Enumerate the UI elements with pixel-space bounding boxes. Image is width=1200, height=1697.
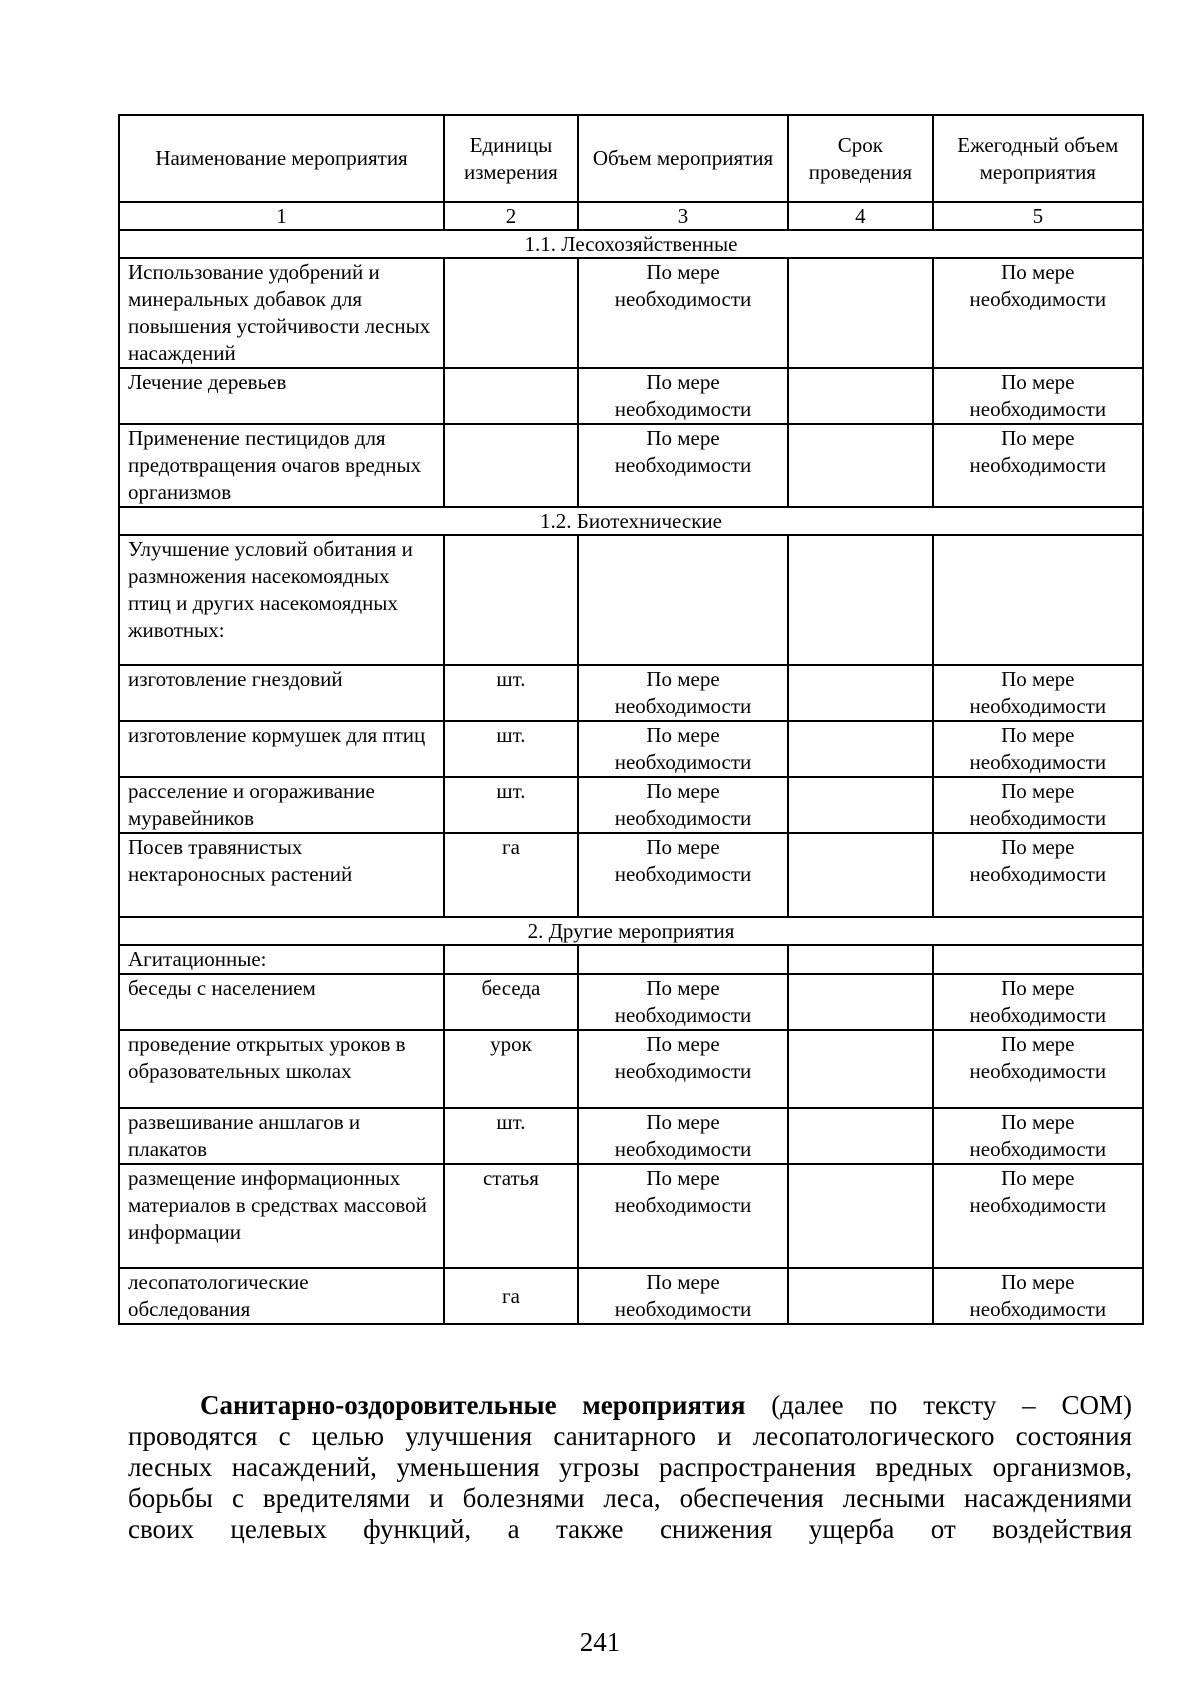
volume-cell: По мере необходимости bbox=[578, 424, 788, 507]
period-cell bbox=[788, 1164, 932, 1268]
table-row bbox=[119, 368, 1143, 424]
section-title-row bbox=[119, 230, 1143, 258]
annual-cell: По мере необходимости bbox=[933, 424, 1143, 507]
table-row bbox=[119, 974, 1143, 1030]
annual-cell: По мере необходимости bbox=[933, 1164, 1143, 1268]
header-period: Срок проведения bbox=[788, 115, 932, 202]
table-row bbox=[119, 665, 1143, 721]
table-row bbox=[119, 535, 1143, 665]
unit-cell: урок bbox=[444, 1030, 578, 1108]
unit-cell: шт. bbox=[444, 721, 578, 777]
volume-cell: По мере необходимости bbox=[578, 368, 788, 424]
annual-cell: По мере необходимости bbox=[933, 665, 1143, 721]
paragraph-line: проводятся с целью улучшения санитарного и лесопатологического состояния bbox=[128, 1421, 1132, 1451]
section-title: 2. Другие мероприятия bbox=[119, 917, 1143, 945]
paragraph-line: лесных насаждений, уменьшения угрозы распространения вредных организмов, bbox=[128, 1452, 1132, 1482]
period-cell bbox=[788, 833, 932, 917]
activity-name: Лечение деревьев bbox=[119, 368, 444, 424]
body-paragraph bbox=[128, 1390, 1132, 1545]
activity-name: Агитационные: bbox=[119, 945, 444, 974]
section-title: 1.1. Лесохозяйственные bbox=[119, 230, 1143, 258]
column-number: 3 bbox=[578, 202, 788, 230]
table-row bbox=[119, 1268, 1143, 1324]
unit-cell: шт. bbox=[444, 665, 578, 721]
annual-cell: По мере необходимости bbox=[933, 1030, 1143, 1108]
unit-cell bbox=[444, 368, 578, 424]
volume-cell: По мере необходимости bbox=[578, 974, 788, 1030]
activity-name: Использование удобрений и минеральных добавок для повышения устойчивости лесных насаждений bbox=[119, 258, 444, 368]
paragraph-line: своих целевых функций, а также снижения ущерба от воздействия bbox=[128, 1514, 1132, 1544]
unit-cell: беседа bbox=[444, 974, 578, 1030]
header-volume: Объем мероприятия bbox=[578, 115, 788, 202]
section-title: 1.2. Биотехнические bbox=[119, 507, 1143, 535]
period-cell bbox=[788, 424, 932, 507]
annual-cell: По мере необходимости bbox=[933, 974, 1143, 1030]
period-cell bbox=[788, 665, 932, 721]
unit-cell: шт. bbox=[444, 1108, 578, 1164]
activities-table bbox=[118, 114, 1144, 1325]
header-annual-volume: Ежегодный объем мероприятия bbox=[933, 115, 1143, 202]
annual-cell: По мере необходимости bbox=[933, 1108, 1143, 1164]
activity-name: расселение и огораживание муравейников bbox=[119, 777, 444, 833]
volume-cell bbox=[578, 945, 788, 974]
column-number: 1 bbox=[119, 202, 444, 230]
volume-cell: По мере необходимости bbox=[578, 258, 788, 368]
column-number: 4 bbox=[788, 202, 932, 230]
annual-cell: По мере необходимости bbox=[933, 777, 1143, 833]
volume-cell: По мере необходимости bbox=[578, 721, 788, 777]
table-row bbox=[119, 777, 1143, 833]
table-row bbox=[119, 1164, 1143, 1268]
activity-name: лесопатологические обследования bbox=[119, 1268, 444, 1324]
column-number: 5 bbox=[933, 202, 1143, 230]
volume-cell: По мере необходимости bbox=[578, 665, 788, 721]
activity-name: развешивание аншлагов и плакатов bbox=[119, 1108, 444, 1164]
period-cell bbox=[788, 974, 932, 1030]
volume-cell: По мере необходимости bbox=[578, 1164, 788, 1268]
period-cell bbox=[788, 1268, 932, 1324]
activity-name: проведение открытых уроков в образовательных школах bbox=[119, 1030, 444, 1108]
table-row bbox=[119, 1030, 1143, 1108]
table-row bbox=[119, 833, 1143, 917]
column-number-row bbox=[119, 202, 1143, 230]
activity-name: Посев травянистых нектароносных растений bbox=[119, 833, 444, 917]
unit-cell: шт. bbox=[444, 777, 578, 833]
annual-cell bbox=[933, 945, 1143, 974]
period-cell bbox=[788, 1108, 932, 1164]
paragraph-text: (далее по тексту – СОМ) bbox=[745, 1390, 1132, 1420]
header-units: Единицы измерения bbox=[444, 115, 578, 202]
table-row bbox=[119, 1108, 1143, 1164]
page-number: 241 bbox=[579, 1627, 621, 1657]
unit-cell bbox=[444, 535, 578, 665]
activity-name: Улучшение условий обитания и размножения насекомоядных птиц и других насекомоядных животных: bbox=[119, 535, 444, 665]
header-activity-name: Наименование мероприятия bbox=[119, 115, 444, 202]
period-cell bbox=[788, 368, 932, 424]
bold-term: Санитарно-оздоровительные мероприятия bbox=[200, 1390, 746, 1420]
section-title-row bbox=[119, 917, 1143, 945]
period-cell bbox=[788, 258, 932, 368]
annual-cell: По мере необходимости bbox=[933, 1268, 1143, 1324]
volume-cell: По мере необходимости bbox=[578, 1268, 788, 1324]
period-cell bbox=[788, 721, 932, 777]
table-header-row bbox=[119, 115, 1143, 202]
section-title-row bbox=[119, 507, 1143, 535]
table-row bbox=[119, 424, 1143, 507]
volume-cell: По мере необходимости bbox=[578, 1030, 788, 1108]
period-cell bbox=[788, 535, 932, 665]
column-number: 2 bbox=[444, 202, 578, 230]
period-cell bbox=[788, 1030, 932, 1108]
unit-cell: га bbox=[444, 833, 578, 917]
table-row bbox=[119, 945, 1143, 974]
unit-cell bbox=[444, 258, 578, 368]
activity-name: размещение информационных материалов в средствах массовой информации bbox=[119, 1164, 444, 1268]
annual-cell: По мере необходимости bbox=[933, 368, 1143, 424]
unit-cell: статья bbox=[444, 1164, 578, 1268]
table-row bbox=[119, 258, 1143, 368]
activity-name: Применение пестицидов для предотвращения очагов вредных организмов bbox=[119, 424, 444, 507]
volume-cell bbox=[578, 535, 788, 665]
annual-cell bbox=[933, 535, 1143, 665]
annual-cell: По мере необходимости bbox=[933, 833, 1143, 917]
activity-name: изготовление гнездовий bbox=[119, 665, 444, 721]
unit-cell bbox=[444, 424, 578, 507]
volume-cell: По мере необходимости bbox=[578, 777, 788, 833]
annual-cell: По мере необходимости bbox=[933, 721, 1143, 777]
volume-cell: По мере необходимости bbox=[578, 1108, 788, 1164]
paragraph-line: борьбы с вредителями и болезнями леса, обеспечения лесными насаждениями bbox=[128, 1483, 1132, 1513]
table-row bbox=[119, 721, 1143, 777]
period-cell bbox=[788, 777, 932, 833]
annual-cell: По мере необходимости bbox=[933, 258, 1143, 368]
paragraph-line bbox=[128, 1390, 1132, 1421]
period-cell bbox=[788, 945, 932, 974]
activity-name: изготовление кормушек для птиц bbox=[119, 721, 444, 777]
activity-name: беседы с населением bbox=[119, 974, 444, 1030]
unit-cell: га bbox=[444, 1268, 578, 1324]
volume-cell: По мере необходимости bbox=[578, 833, 788, 917]
unit-cell bbox=[444, 945, 578, 974]
